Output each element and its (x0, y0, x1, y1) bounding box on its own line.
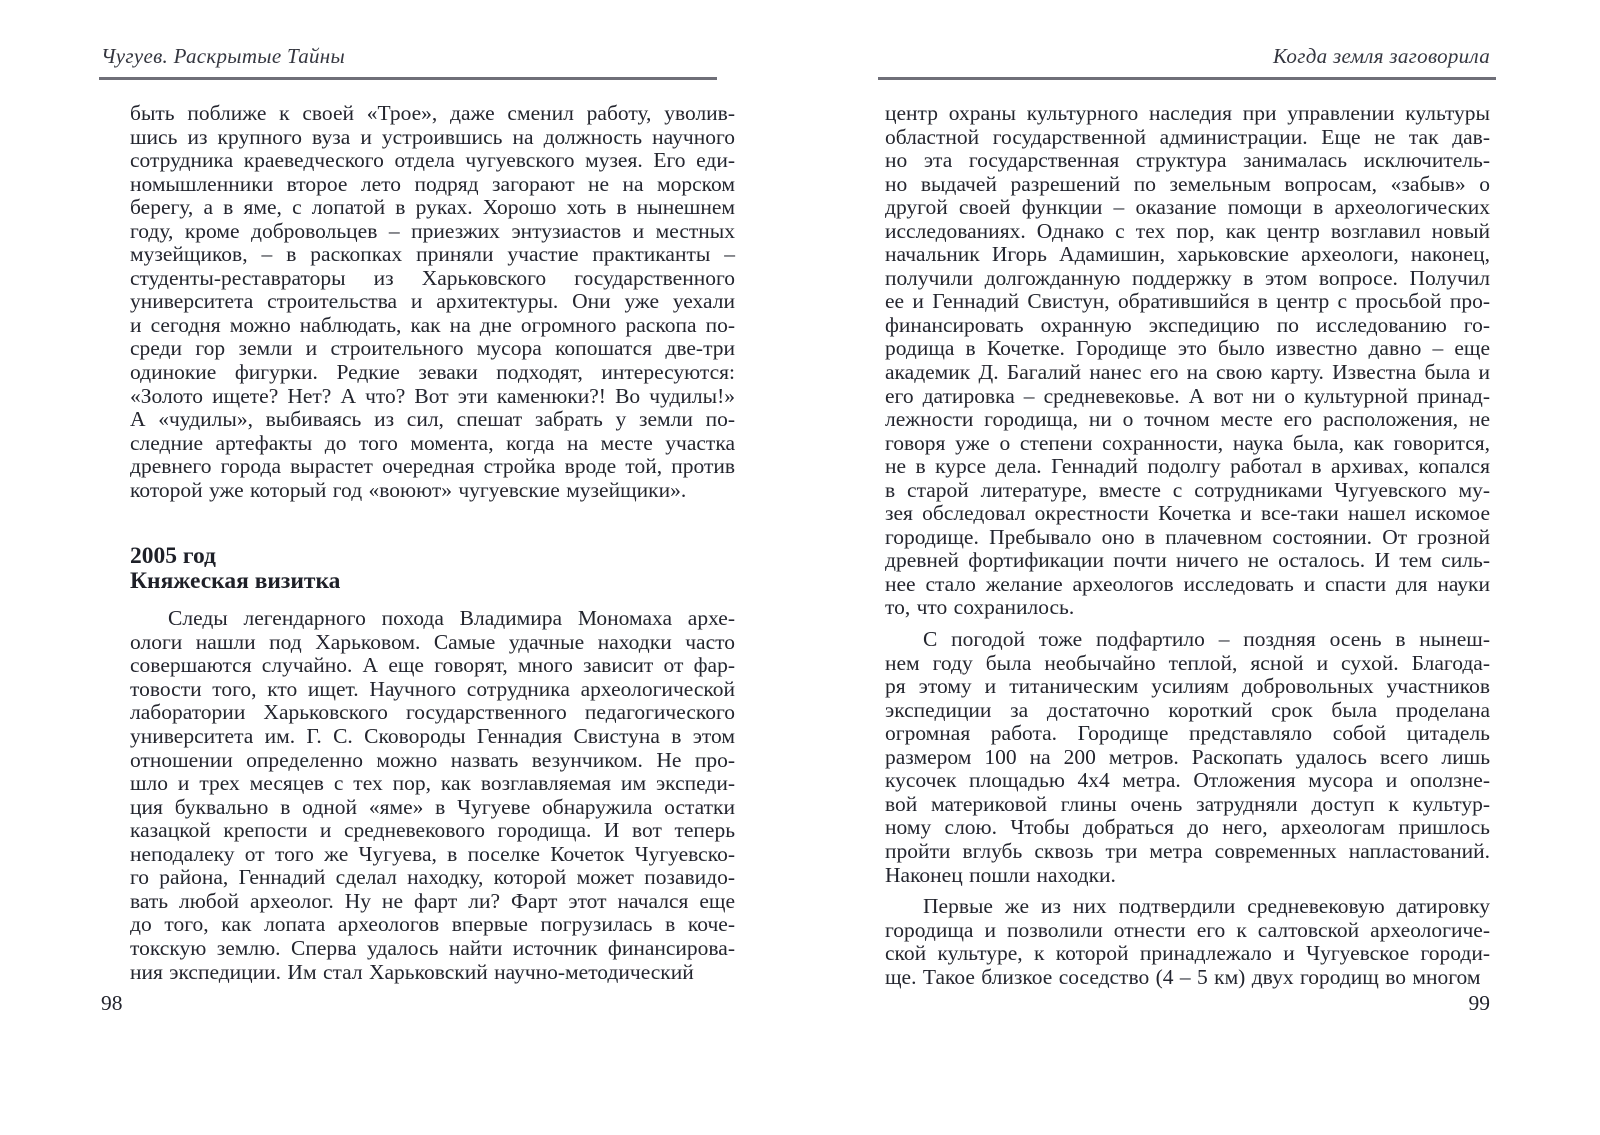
text-line: зея обследовал окрестности Кочетка и все-таки нашел искомое (885, 501, 1490, 526)
text-line: исследованиях. Однако с тех пор, как центр возглавил новый (885, 218, 1490, 243)
text-line: А «чудилы», выбиваясь из сил, спешат забрать у земли по- (130, 407, 735, 432)
text-line: финансировать охранную экспедицию по исследованию го- (885, 312, 1490, 337)
text-line: го района, Геннадий сделал находку, которой может позавидо- (130, 865, 735, 890)
text-line: университета им. Г. С. Сковороды Геннадия Свистуна в этом (130, 724, 735, 749)
text-line: его датировка – средневековье. А вот ни о культурной принад- (885, 383, 1490, 408)
text-line: студенты-реставраторы из Харьковского государственного (130, 265, 735, 290)
text-line: древнего города вырастет очередная стройка вроде той, против (130, 454, 735, 479)
text-line: академик Д. Багалий нанес его на свою карту. Известна была и (885, 360, 1490, 385)
text-line: лаборатории Харьковского государственного педагогического (130, 700, 735, 725)
page-number-left: 98 (101, 991, 123, 1015)
text-line: нем году была необычайно теплой, ясной и сухой. Благода- (885, 650, 1490, 675)
text-line: древней фортификации почти ничего не осталось. И тем силь- (885, 548, 1490, 573)
text-line: областной государственной администрации. Еще не так дав- (885, 124, 1490, 149)
heading-line: Княжеская визитка (130, 568, 341, 595)
text-line: которой уже который год «воюют» чугуевские музейщики». (130, 477, 687, 502)
text-line: ния экспедиции. Им стал Харьковский научно-методический (130, 959, 694, 984)
text-line: казацкой крепости и средневекового городища. И вот теперь (130, 818, 735, 843)
text-line: быть поближе к своей «Трое», даже сменил работу, уволив- (130, 101, 735, 125)
text-column-left (130, 102, 735, 984)
text-line: ще. Такое близкое соседство (4 – 5 км) двух городищ во многом (885, 964, 1481, 989)
text-line: С погодой тоже подфартило – поздняя осень в нынеш- (923, 627, 1490, 652)
text-line: получили долгожданную поддержку в этом вопросе. Получил (885, 265, 1490, 290)
paragraph (885, 628, 1490, 887)
text-line: нее стало желание археологов исследовать и спасти для науки (885, 571, 1490, 596)
heading-line: 2005 год (130, 543, 216, 570)
text-line: «Золото ищете? Нет? А что? Вот эти каменюки?! Во чудилы!» (130, 383, 735, 408)
text-line: другой своей функции – оказание помощи в археологических (885, 195, 1490, 220)
text-line: ному слою. Чтобы добраться до него, археологам пришлось (885, 815, 1490, 840)
page-number-right: 99 (1468, 991, 1490, 1015)
text-line: городище. Пребывало оно в плачевном состоянии. От грозной (885, 524, 1490, 549)
text-line: шло и трех месяцев с тех пор, как возглавляемая им экспеди- (130, 771, 735, 796)
text-line: ря этому и титаническим усилиям добровольных участников (885, 674, 1490, 699)
text-line: ее и Геннадий Свистун, обратившийся в центр с просьбой про- (885, 289, 1490, 314)
text-line: сотрудника краеведческого отдела чугуевского музея. Его еди- (130, 148, 735, 173)
text-line: огромная работа. Городище представляло собой цитадель (885, 721, 1490, 746)
text-line: в старой литературе, вместе с сотрудниками Чугуевского му- (885, 477, 1490, 502)
text-line: не в курсе дела. Геннадий подолгу работал в архивах, копался (885, 454, 1490, 479)
section-heading (130, 544, 735, 594)
text-line: кусочек площадью 4х4 метра. Отложения мусора и оползне- (885, 768, 1490, 793)
running-head-left: Чугуев. Раскрытые Тайны (101, 44, 346, 68)
text-line: университета строительства и архитектуры. Они уже уехали (130, 289, 735, 314)
text-line: родища в Кочетке. Городище это было известно давно – еще (885, 336, 1490, 361)
text-line: лежности городища, ни о точном месте его расположения, не (885, 407, 1490, 432)
text-line: ция буквально в одной «яме» в Чугуеве обнаружила остатки (130, 794, 735, 819)
text-line: Следы легендарного похода Владимира Мономаха архе- (168, 606, 735, 631)
text-line: вать любой археолог. Ну не фарт ли? Фарт этот начался еще (130, 888, 735, 913)
paragraph (130, 102, 735, 502)
paragraph (885, 102, 1490, 620)
text-line: Наконец пошли находки. (885, 862, 1116, 887)
paragraph (885, 895, 1490, 989)
text-line: размером 100 на 200 метров. Раскопать удалось всего лишь (885, 744, 1490, 769)
text-line: музейщиков, – в раскопках приняли участие практиканты – (130, 242, 735, 267)
text-line: совершаются случайно. А еще говорят, много зависит от фар- (130, 653, 735, 678)
text-line: отношении определенно можно назвать везунчиком. Не про- (130, 747, 735, 772)
text-line: среди гор земли и строительного мусора копошатся две-три (130, 336, 735, 361)
text-line: неподалеку от того же Чугуева, в поселке Кочеток Чугуевско- (130, 841, 735, 866)
text-line: году, кроме добровольцев – приезжих энтузиастов и местных (130, 218, 735, 243)
text-column-right (885, 102, 1490, 989)
text-line: и сегодня можно наблюдать, как на дне огромного раскопа по- (130, 312, 735, 337)
text-line: ской культуре, к которой принадлежало и Чугуевское городи- (885, 941, 1490, 966)
text-line: начальник Игорь Адамишин, харьковские археологи, наконец, (885, 242, 1490, 267)
text-line: токскую землю. Сперва удалось найти источник финансирова- (130, 935, 735, 960)
running-head-right: Когда земля заговорила (1272, 44, 1490, 68)
paragraph (130, 607, 735, 984)
text-line: то, что сохранилось. (885, 595, 1075, 620)
text-line: пройти вглубь сквозь три метра современных напластований. (885, 838, 1490, 863)
text-line: экспедиции за достаточно короткий срок была проделана (885, 697, 1490, 722)
text-line: говоря уже о степени сохранности, наука была, как говорится, (885, 430, 1490, 455)
text-line: но эта государственная структура занималась исключитель- (885, 148, 1490, 173)
text-line: товости того, кто ищет. Научного сотрудника археологической (130, 676, 735, 701)
text-line: центр охраны культурного наследия при управлении культуры (885, 101, 1490, 125)
text-line: городища и позволили отнести его к салтовской археологиче- (885, 917, 1490, 942)
text-line: до того, как лопата археологов впервые погрузилась в коче- (130, 912, 735, 937)
text-line: номышленники второе лето подряд загорают не на морском (130, 171, 735, 196)
header-rule-left (99, 77, 717, 80)
text-line: шись из крупного вуза и устроившись на должность научного (130, 124, 735, 149)
text-line: берегу, а в яме, с лопатой в руках. Хорошо хоть в нынешнем (130, 195, 735, 220)
text-line: следние артефакты до того момента, когда на месте участка (130, 430, 735, 455)
text-line: Первые же из них подтвердили средневековую датировку (923, 894, 1490, 919)
text-line: одинокие фигурки. Редкие зеваки подходят, интересуются: (130, 360, 735, 385)
text-line: вой материковой глины очень затрудняли доступ к культур- (885, 791, 1490, 816)
text-line: ологи нашли под Харьковом. Самые удачные находки часто (130, 629, 735, 654)
header-rule-right (878, 77, 1496, 80)
text-line: но выдачей разрешений по земельным вопросам, «забыв» о (885, 171, 1490, 196)
